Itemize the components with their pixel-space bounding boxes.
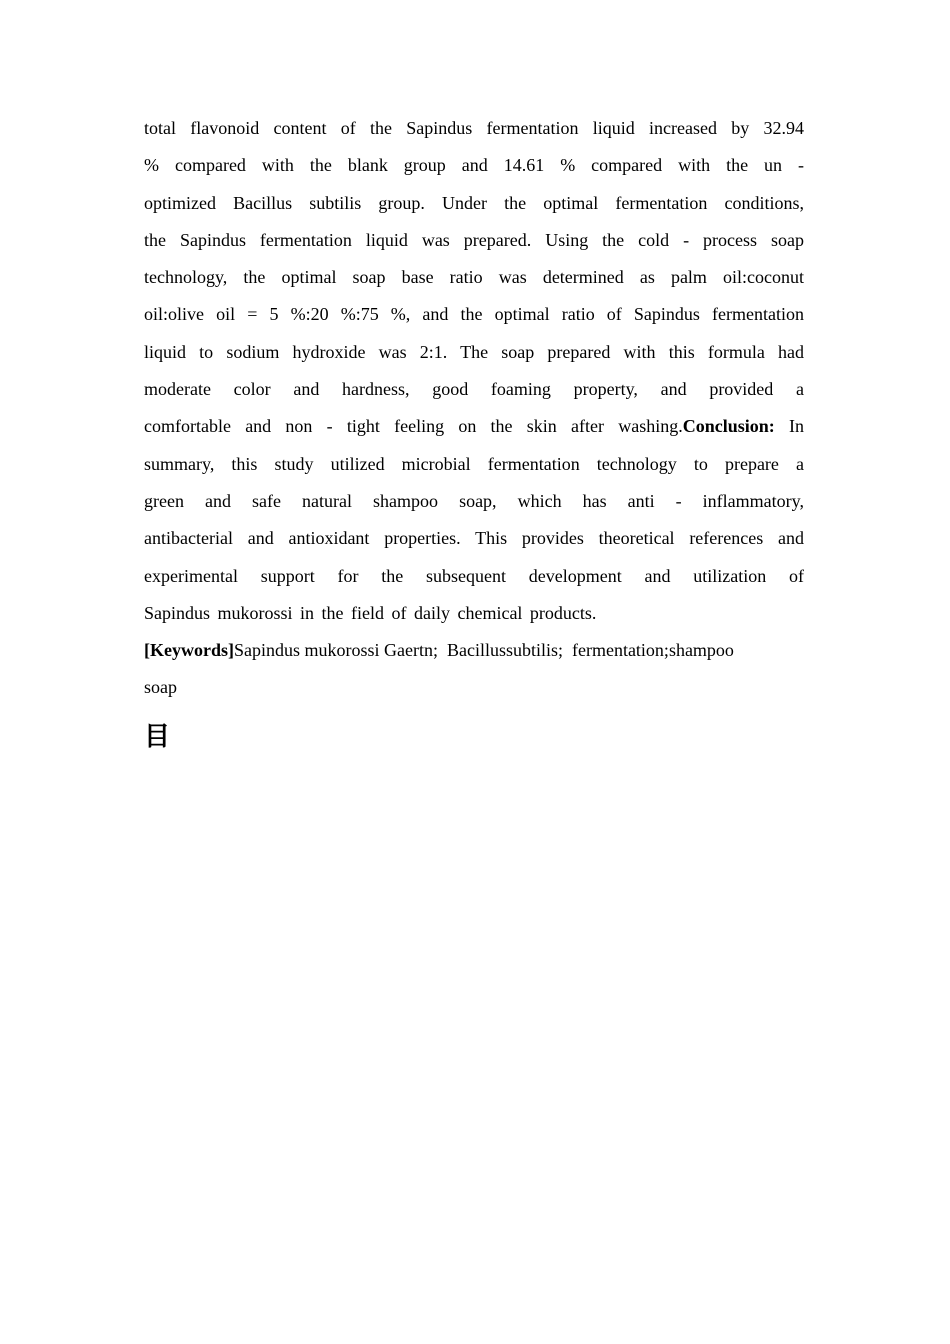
abstract-line: Sapindus mukorossi in the field of daily chemical products.: [144, 602, 597, 623]
abstract-line: optimized Bacillus subtilis group. Under the optimal fermentation conditions,: [144, 192, 804, 213]
conclusion-label: Conclusion:: [682, 416, 775, 437]
abstract-line: moderate color and hardness, good foaming property, and provided a: [144, 379, 804, 400]
keywords-continuation: soap: [144, 677, 177, 698]
abstract-line: technology, the optimal soap base ratio was determined as palm oil:coconut: [144, 267, 804, 288]
abstract-line: the Sapindus fermentation liquid was prepared. Using the cold - process soap: [144, 229, 804, 250]
abstract-line: green and safe natural shampoo soap, which has anti - inflammatory,: [144, 490, 804, 511]
abstract-line: liquid to sodium hydroxide was 2:1. The soap prepared with this formula had: [144, 341, 804, 362]
abstract-line: antibacterial and antioxidant properties. This provides theoretical references and: [144, 528, 804, 549]
abstract-line: total flavonoid content of the Sapindus fermentation liquid increased by 32.94: [144, 118, 804, 138]
abstract-line: % compared with the blank group and 14.61 % compared with the un -: [144, 155, 804, 176]
abstract-line: oil:olive oil = 5 %:20 %:75 %, and the optimal ratio of Sapindus fermentation: [144, 304, 804, 325]
keywords-text: Sapindus mukorossi Gaertn; Bacillussubtilis; fermentation;shampoo: [233, 640, 734, 661]
abstract-line: experimental support for the subsequent development and utilization of: [144, 565, 804, 586]
abstract-body: [144, 110, 804, 707]
toc-heading: 目: [144, 722, 171, 752]
keywords-line: [144, 632, 804, 669]
abstract-text: comfortable and non - tight feeling on the skin after washing.: [144, 416, 683, 437]
keywords-label: [Keywords]: [144, 640, 234, 661]
abstract-text: In: [774, 416, 804, 437]
abstract-line: summary, this study utilized microbial fermentation technology to prepare a: [144, 453, 804, 474]
abstract-line-conclusion: [144, 408, 804, 445]
